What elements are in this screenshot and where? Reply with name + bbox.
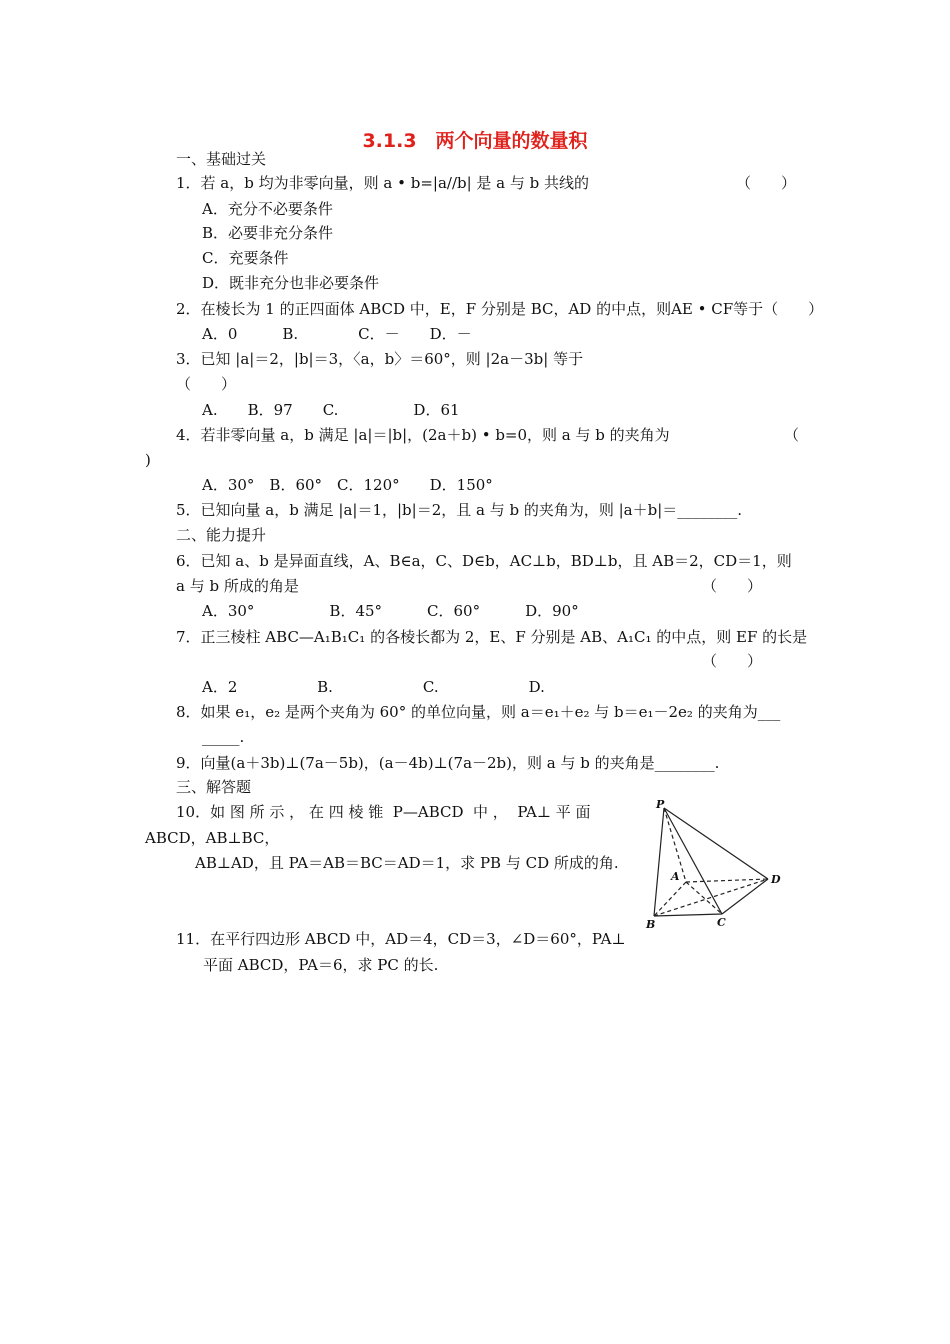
label-b: B [646,918,656,931]
question-5: 5．已知向量 a，b 满足 |a|＝1，|b|＝2，且 a 与 b 的夹角为，则 |a＋b|＝________. [176,501,743,519]
section-heading-2: 二、能力提升 [176,526,267,544]
answer-bracket-q4: （ [784,426,800,444]
question-1: 1．若 a，b 均为非零向量，则 a • b=|a//b| 是 a 与 b 共线的 [176,174,590,192]
question-8-cont: _____. [202,728,245,746]
answer-bracket-q7: （ ） [702,652,763,670]
edge-pd [664,808,768,879]
answer-bracket-q4-close: ) [145,451,151,469]
question-6: 6．已知 a、b 是异面直线，A、B∈a，C、D∈b，AC⊥b，BD⊥b，且 AB＝2，CD＝1，则 [176,552,792,570]
question-3: 3．已知 |a|＝2，|b|＝3，〈a，b〉＝60°，则 |2a－3b| 等于 [176,350,584,368]
option-1b: B．必要非充分条件 [202,224,334,242]
section-heading-3: 三、解答题 [176,778,252,796]
label-c: C [717,916,726,929]
edge-bc [654,914,722,916]
options-6: A．30° B．45° C．60° D．90° [202,602,579,620]
pyramid-figure [640,794,800,934]
options-4: A．30° B．60° C．120° D．150° [202,476,493,494]
question-2: 2．在棱长为 1 的正四面体 ABCD 中，E，F 分别是 BC，AD 的中点，则AE • CF等于（ ） [176,300,824,318]
label-p: P [656,798,665,811]
option-1d: D．既非充分也非必要条件 [202,274,380,292]
question-9: 9．向量(a＋3b)⊥(7a－5b)，(a－4b)⊥(7a－2b)，则 a 与 b 的夹角是________. [176,754,720,772]
question-7: 7．正三棱柱 ABC—A₁B₁C₁ 的各棱长都为 2，E、F 分别是 AB、A₁C₁ 的中点，则 EF 的长是 [176,628,808,646]
question-11-cont: 平面 ABCD，PA＝6，求 PC 的长. [203,956,439,974]
page-title: 3.1.3 两个向量的数量积 [362,130,588,152]
label-a: A [671,870,680,883]
options-3: A. B．97 C. D．61 [202,401,460,419]
edge-cd [722,879,768,914]
question-11: 11．在平行四边形 ABCD 中，AD＝4，CD＝3，∠D＝60°，PA⊥ [176,930,626,948]
edge-ac [686,882,722,914]
label-d: D [771,873,781,886]
question-10: 10．如 图 所 示 ， 在 四 棱 锥 P—ABCD 中 ， PA⊥ 平 面 [176,803,591,821]
options-7: A．2 B. C. D. [202,678,545,696]
option-1a: A．充分不必要条件 [202,200,333,218]
question-4: 4．若非零向量 a，b 满足 |a|＝|b|，(2a＋b) • b=0，则 a 与 b 的夹角为 [176,426,670,444]
answer-bracket-q6: （ ） [702,577,763,595]
section-heading-1: 一、基础过关 [176,150,267,168]
question-10-cont-1: ABCD，AB⊥BC， [145,829,280,847]
question-6-cont: a 与 b 所成的角是 [176,577,299,595]
answer-bracket-q3: （ ） [176,375,237,393]
answer-bracket-q1: （ ） [736,174,797,192]
edge-pc [664,808,722,914]
question-10-cont-2: AB⊥AD，且 PA＝AB＝BC＝AD＝1，求 PB 与 CD 所成的角. [195,854,619,872]
edge-ad [686,879,768,882]
question-8: 8．如果 e₁，e₂ 是两个夹角为 60° 的单位向量，则 a＝e₁＋e₂ 与 b＝e₁－2e₂ 的夹角为___ [176,703,781,721]
options-2: A．0 B. C．－ D．－ [202,325,472,343]
option-1c: C．充要条件 [202,249,289,267]
edge-pb [654,808,664,916]
